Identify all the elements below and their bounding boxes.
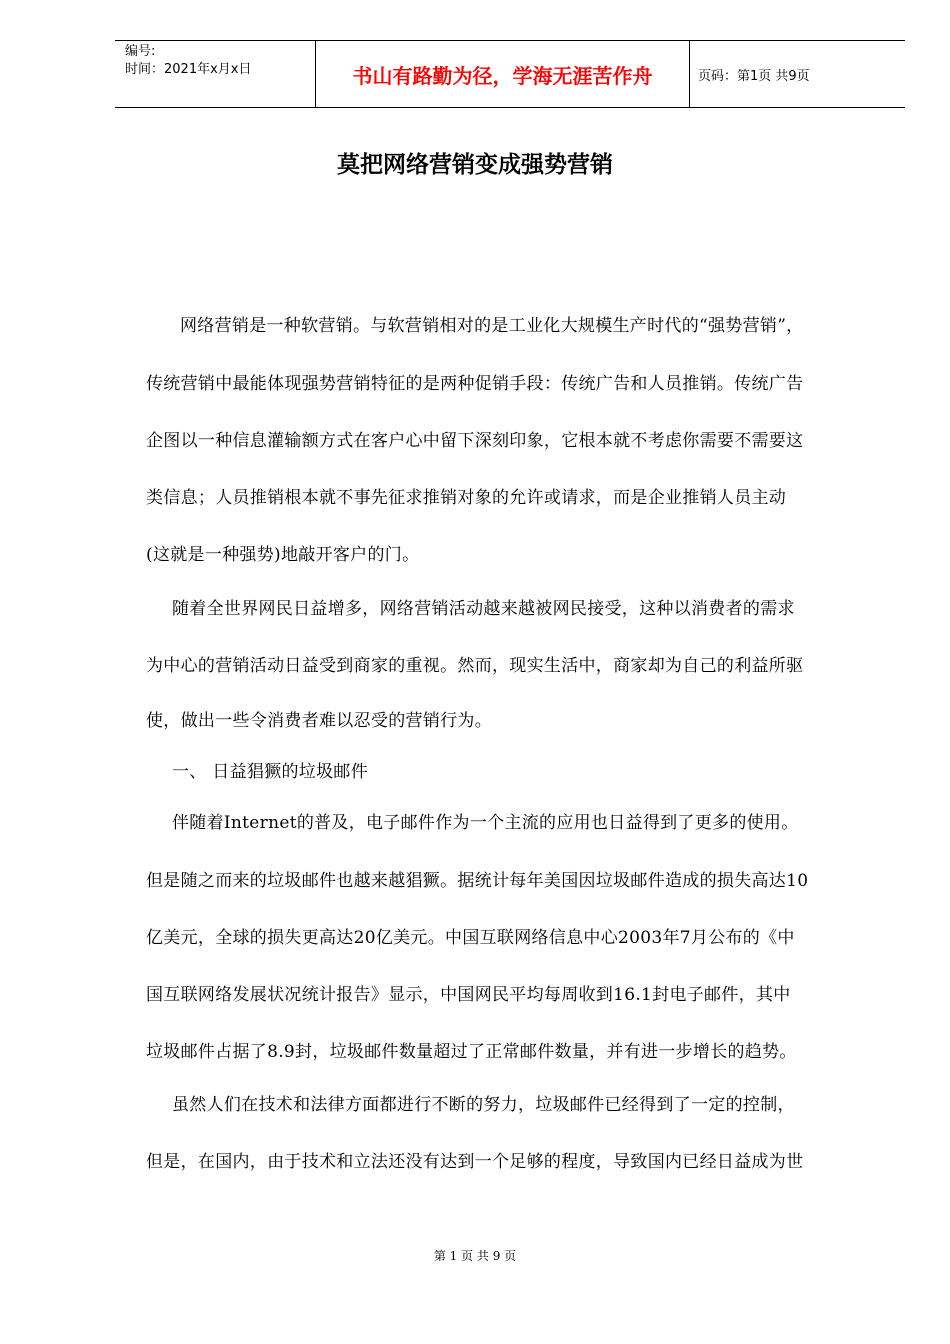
paragraph-line: 国互联网络发展状况统计报告》显示，中国网民平均每周收到16.1封电子邮件，其中 — [146, 985, 791, 1005]
header-motto: 书山有路勤为径，学海无涯苦作舟 — [315, 41, 690, 107]
paragraph-line: (这就是一种强势)地敲开客户的门。 — [146, 545, 420, 565]
paragraph-line: 传统营销中最能体现强势营销特征的是两种促销手段：传统广告和人员推销。传统广告 — [146, 374, 804, 394]
header-page-info: 页码：第1页 共9页 — [698, 68, 810, 84]
paragraph-line: 使，做出一些令消费者难以忍受的营销行为。 — [146, 711, 492, 731]
paragraph-line: 伴随着Internet的普及，电子邮件作为一个主流的应用也日益得到了更多的使用。 — [172, 813, 799, 833]
paragraph-line: 但是，在国内，由于技术和立法还没有达到一个足够的程度，导致国内已经日益成为世 — [146, 1152, 804, 1172]
time-label: 时间：2021年x月x日 — [125, 62, 252, 77]
document-title: 莫把网络营销变成强势营销 — [337, 152, 613, 178]
page-footer: 第 1 页 共 9 页 — [433, 1249, 517, 1263]
paragraph-line: 网络营销是一种软营销。与软营销相对的是工业化大规模生产时代的“强势营销”， — [180, 316, 804, 336]
header-meta — [115, 41, 315, 107]
paragraph-line: 企图以一种信息灌输额方式在客户心中留下深刻印象，它根本就不考虑你需要不需要这 — [146, 431, 804, 451]
paragraph-line: 类信息；人员推销根本就不事先征求推销对象的允许或请求，而是企业推销人员主动 — [146, 488, 787, 508]
number-label: 编号: — [125, 44, 156, 59]
paragraph-line: 为中心的营销活动日益受到商家的重视。然而，现实生活中，商家却为自己的利益所驱 — [146, 656, 804, 676]
page-header — [115, 40, 905, 108]
section-heading: 一、 日益猖獗的垃圾邮件 — [172, 762, 369, 782]
paragraph-line: 垃圾邮件占据了8.9封，垃圾邮件数量超过了正常邮件数量，并有进一步增长的趋势。 — [146, 1042, 797, 1062]
paragraph-line: 虽然人们在技术和法律方面都进行不断的努力，垃圾邮件已经得到了一定的控制， — [172, 1095, 795, 1115]
paragraph-line: 随着全世界网民日益增多，网络营销活动越来越被网民接受，这种以消费者的需求 — [172, 599, 795, 619]
paragraph-line: 亿美元，全球的损失更高达20亿美元。中国互联网络信息中心2003年7月公布的《中 — [146, 928, 795, 948]
paragraph-line: 但是随之而来的垃圾邮件也越来越猖獗。据统计每年美国因垃圾邮件造成的损失高达10 — [146, 871, 809, 891]
